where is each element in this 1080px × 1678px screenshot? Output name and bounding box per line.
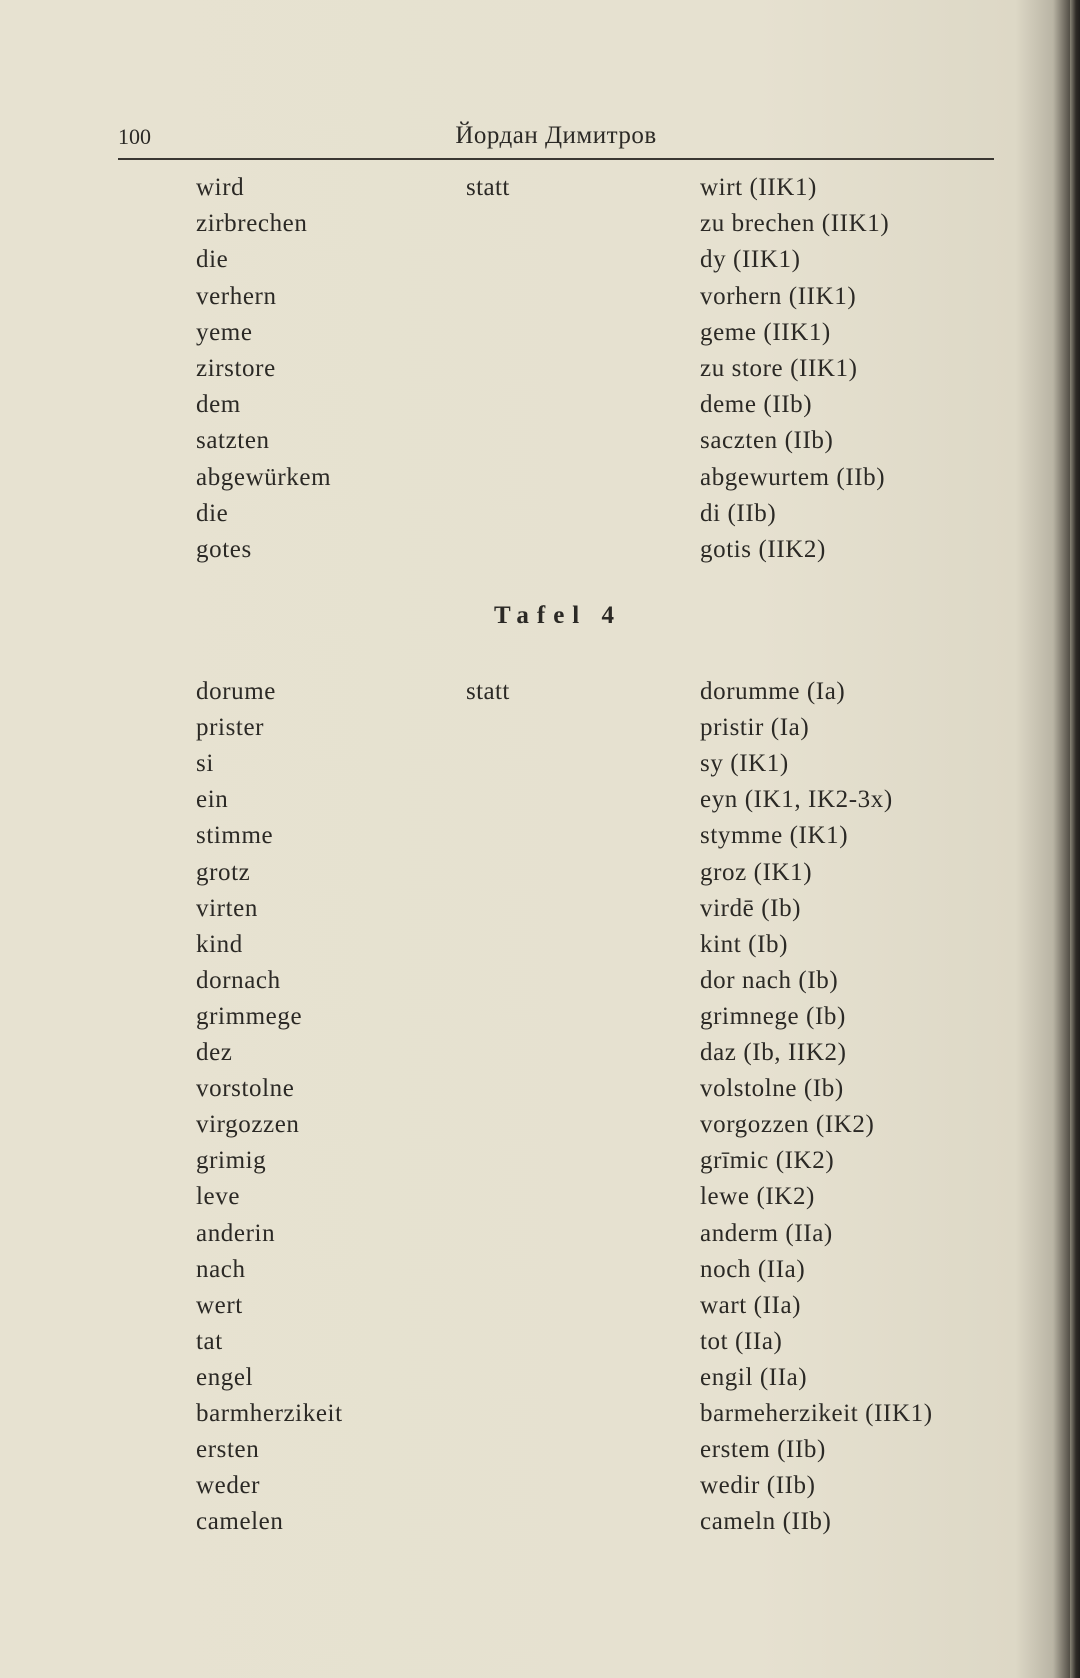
- original-reading: daz (Ib, IIK2): [700, 1039, 847, 1066]
- variant-word: virten: [196, 894, 258, 922]
- original-reading: virdē (Ib): [700, 894, 802, 922]
- word-row: [0, 351, 1080, 387]
- tafel-heading: Tafel 4: [494, 602, 622, 629]
- original-reading: dy (IIK1): [700, 246, 801, 274]
- variant-word: nach: [196, 1255, 246, 1283]
- variant-word: leve: [196, 1183, 241, 1211]
- variant-word: dorume: [196, 678, 276, 705]
- original-reading: kint (Ib): [700, 930, 789, 958]
- original-reading: vorhern (IIK1): [700, 282, 857, 310]
- variant-word: zirbrechen: [196, 210, 308, 238]
- word-row: [0, 1504, 1080, 1540]
- original-reading: erstem (IIb): [700, 1436, 826, 1464]
- page-number: 100: [118, 124, 151, 149]
- word-row: [0, 460, 1080, 496]
- variant-word: yeme: [196, 318, 253, 346]
- word-row: [0, 1216, 1080, 1252]
- original-reading: abgewurtem (IIb): [700, 463, 886, 491]
- word-row: [0, 1071, 1080, 1107]
- word-row: [0, 1143, 1080, 1179]
- original-reading: volstolne (Ib): [700, 1075, 844, 1103]
- word-row: [0, 1468, 1080, 1504]
- variant-word: zirstore: [196, 355, 276, 382]
- word-row: [0, 206, 1080, 242]
- word-row: [0, 1107, 1080, 1143]
- variant-word: dem: [196, 391, 241, 419]
- variant-word: ersten: [196, 1436, 260, 1464]
- word-row: [0, 1396, 1080, 1432]
- variant-word: camelen: [196, 1508, 284, 1536]
- variant-word: dez: [196, 1039, 233, 1066]
- original-reading: deme (IIb): [700, 391, 813, 419]
- original-reading: gotis (IIK2): [700, 536, 826, 563]
- variant-word: tat: [196, 1327, 223, 1355]
- original-reading: stymme (IK1): [700, 822, 849, 850]
- variant-word: si: [196, 750, 214, 778]
- original-reading: vorgozzen (IK2): [700, 1111, 875, 1139]
- original-reading: cameln (IIb): [700, 1508, 832, 1536]
- variant-word: wird: [196, 174, 245, 201]
- word-row: [0, 855, 1080, 891]
- word-row: [0, 1035, 1080, 1071]
- variant-word: prister: [196, 714, 265, 742]
- original-reading: wart (IIa): [700, 1291, 802, 1319]
- original-reading: groz (IK1): [700, 858, 813, 886]
- original-reading: grīmic (IK2): [700, 1147, 835, 1175]
- variant-word: die: [196, 246, 229, 274]
- variant-word: virgozzen: [196, 1111, 300, 1139]
- word-row: [0, 1252, 1080, 1288]
- original-reading: sy (IK1): [700, 750, 789, 778]
- variant-word: kind: [196, 930, 243, 958]
- variant-word: abgewürkem: [196, 463, 332, 491]
- word-row: [0, 1179, 1080, 1215]
- original-reading: barmeherzikeit (IIK1): [700, 1400, 933, 1427]
- original-reading: geme (IIK1): [700, 318, 831, 346]
- word-row: [0, 999, 1080, 1035]
- word-row: [0, 496, 1080, 532]
- word-row: [0, 1360, 1080, 1396]
- word-row: [0, 279, 1080, 315]
- variant-word: grimig: [196, 1147, 267, 1175]
- word-row: [0, 315, 1080, 351]
- variant-word: vorstolne: [196, 1075, 295, 1103]
- original-reading: zu store (IIK1): [700, 355, 858, 382]
- word-row: [0, 782, 1080, 818]
- variant-word: stimme: [196, 822, 274, 850]
- variant-word: gotes: [196, 536, 252, 563]
- original-reading: di (IIb): [700, 499, 777, 527]
- word-row: [0, 423, 1080, 459]
- page-header: [118, 118, 994, 160]
- variant-word: grimmege: [196, 1002, 303, 1030]
- original-reading: pristir (Ia): [700, 714, 810, 742]
- original-reading: noch (IIa): [700, 1255, 806, 1283]
- word-row: [0, 746, 1080, 782]
- word-row: [0, 927, 1080, 963]
- word-row: [0, 1288, 1080, 1324]
- variant-word: grotz: [196, 858, 251, 886]
- word-row: [0, 170, 1080, 206]
- word-row: [0, 963, 1080, 999]
- variant-word: anderin: [196, 1219, 276, 1247]
- word-row: [0, 710, 1080, 746]
- original-reading: dor nach (Ib): [700, 966, 839, 994]
- original-reading: wirt (IIK1): [700, 174, 817, 201]
- word-row: [0, 1432, 1080, 1468]
- variant-word: weder: [196, 1472, 261, 1500]
- word-row: [0, 674, 1080, 710]
- running-head: Йордан Димитров: [455, 122, 657, 149]
- original-reading: tot (IIa): [700, 1327, 783, 1355]
- word-row: [0, 1324, 1080, 1360]
- word-row: [0, 891, 1080, 927]
- variant-word: barmherzikeit: [196, 1400, 343, 1427]
- word-row: [0, 818, 1080, 854]
- variant-word: engel: [196, 1363, 254, 1391]
- variant-word: verhern: [196, 282, 277, 310]
- word-row: [0, 387, 1080, 423]
- original-reading: saczten (IIb): [700, 427, 834, 455]
- original-reading: dorumme (Ia): [700, 678, 846, 705]
- original-reading: lewe (IK2): [700, 1183, 815, 1211]
- original-reading: zu brechen (IIK1): [700, 210, 890, 238]
- statt-label: statt: [466, 678, 510, 705]
- original-reading: wedir (IIb): [700, 1472, 816, 1500]
- variant-word: satzten: [196, 427, 270, 455]
- variant-word: wert: [196, 1291, 243, 1319]
- variant-word: ein: [196, 786, 229, 814]
- original-reading: engil (IIa): [700, 1363, 808, 1391]
- word-row: [0, 242, 1080, 278]
- variant-word: dornach: [196, 966, 281, 994]
- statt-label: statt: [466, 174, 510, 201]
- word-row: [0, 532, 1080, 568]
- original-reading: grimnege (Ib): [700, 1002, 846, 1030]
- original-reading: anderm (IIa): [700, 1219, 833, 1247]
- original-reading: eyn (IK1, IK2-3x): [700, 786, 893, 814]
- variant-word: die: [196, 499, 229, 527]
